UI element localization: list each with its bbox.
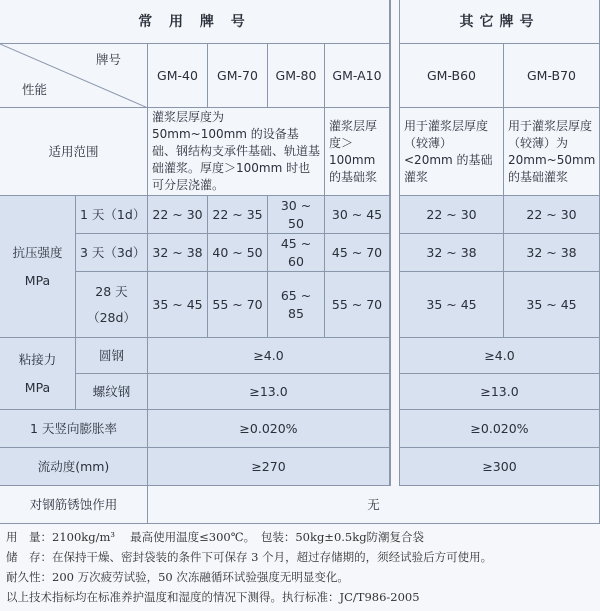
strength-value: 32 ~ 38 xyxy=(148,234,208,272)
grade-header-gm70: GM-70 xyxy=(208,44,268,108)
strength-value: 45 ~ 60 xyxy=(268,234,325,272)
bond-strength-label: 粘接力 MPa xyxy=(0,338,76,410)
compressive-strength-label: 抗压强度 MPa xyxy=(0,196,76,338)
fluidity-common-value: ≥270 xyxy=(148,448,390,486)
grade-header-gm40: GM-40 xyxy=(148,44,208,108)
strength-value: 22 ~ 30 xyxy=(504,196,600,234)
property-axis-label: 性能 xyxy=(22,82,48,97)
strength-value: 32 ~ 38 xyxy=(504,234,600,272)
expansion-other-value: ≥0.020% xyxy=(400,410,600,448)
common-grades-header: 常 用 牌 号 xyxy=(0,0,390,44)
bond-rebar-label: 螺纹钢 xyxy=(76,374,148,410)
age-3d-label: 3 天（3d） xyxy=(76,234,148,272)
strength-value: 30 ~ 45 xyxy=(325,196,390,234)
strength-value: 35 ~ 45 xyxy=(148,272,208,338)
expansion-common-value: ≥0.020% xyxy=(148,410,390,448)
note-standard: 以上技术指标均在标准养护温度和湿度的情况下测得。执行标准：JC/T986-2005 xyxy=(6,590,420,604)
strength-value: 55 ~ 70 xyxy=(325,272,390,338)
scope-label: 适用范围 xyxy=(0,108,148,196)
scope-a10-text: 灌浆层厚度＞100mm 的基础浆 xyxy=(325,108,390,196)
grade-header-gmb60: GM-B60 xyxy=(400,44,504,108)
scope-common-text: 灌浆层厚度为 50mm~100mm 的设备基础、钢结构支承件基础、轨道基础灌浆。厚度＞100mm 时也可分层浇灌。 xyxy=(148,108,325,196)
strength-value: 40 ~ 50 xyxy=(208,234,268,272)
other-grades-header: 其它牌号 xyxy=(400,0,600,44)
bond-rebar-common-value: ≥13.0 xyxy=(148,374,390,410)
scope-b60-text: 用于灌浆层厚度（较薄）<20mm 的基础灌浆 xyxy=(400,108,504,196)
corrosion-value: 无 xyxy=(148,486,600,524)
note-storage: 储 存：在保持干燥、密封袋装的条件下可保存 3 个月，超过存储期的，须经试验后方可使用。 xyxy=(6,550,493,564)
age-28d-label: 28 天 （28d） xyxy=(76,272,148,338)
grade-axis-label: 牌号 xyxy=(96,52,122,67)
header-diagonal-line xyxy=(0,44,148,108)
strength-value: 55 ~ 70 xyxy=(208,272,268,338)
note-durability: 耐久性：200 万次疲劳试验，50 次冻融循环试验强度无明显变化。 xyxy=(6,570,349,584)
strength-value: 35 ~ 45 xyxy=(504,272,600,338)
corrosion-label: 对钢筋锈蚀作用 xyxy=(0,486,148,524)
grade-header-gm80: GM-80 xyxy=(268,44,325,108)
strength-value: 22 ~ 30 xyxy=(148,196,208,234)
fluidity-other-value: ≥300 xyxy=(400,448,600,486)
grade-header-gma10: GM-A10 xyxy=(325,44,390,108)
fluidity-label: 流动度(mm) xyxy=(0,448,148,486)
strength-value: 22 ~ 30 xyxy=(400,196,504,234)
strength-value: 45 ~ 70 xyxy=(325,234,390,272)
grade-header-gmb70: GM-B70 xyxy=(504,44,600,108)
note-dosage: 用 量：2100kg/m³ 最高使用温度≤300℃。 包装：50kg±0.5kg防潮复合袋 xyxy=(6,530,425,544)
bond-rebar-other-value: ≥13.0 xyxy=(400,374,600,410)
footnotes xyxy=(6,527,596,607)
expansion-label: 1 天竖向膨胀率 xyxy=(0,410,148,448)
strength-value: 30 ~ 50 xyxy=(268,196,325,234)
strength-value: 32 ~ 38 xyxy=(400,234,504,272)
strength-value: 22 ~ 35 xyxy=(208,196,268,234)
bond-round-other-value: ≥4.0 xyxy=(400,338,600,374)
bond-round-steel-label: 圆钢 xyxy=(76,338,148,374)
group-separator xyxy=(390,0,400,486)
age-1d-label: 1 天（1d） xyxy=(76,196,148,234)
scope-b70-text: 用于灌浆层厚度（较薄）为 20mm~50mm 的基础灌浆 xyxy=(504,108,600,196)
bond-round-common-value: ≥4.0 xyxy=(148,338,390,374)
strength-value: 35 ~ 45 xyxy=(400,272,504,338)
strength-value: 65 ~ 85 xyxy=(268,272,325,338)
